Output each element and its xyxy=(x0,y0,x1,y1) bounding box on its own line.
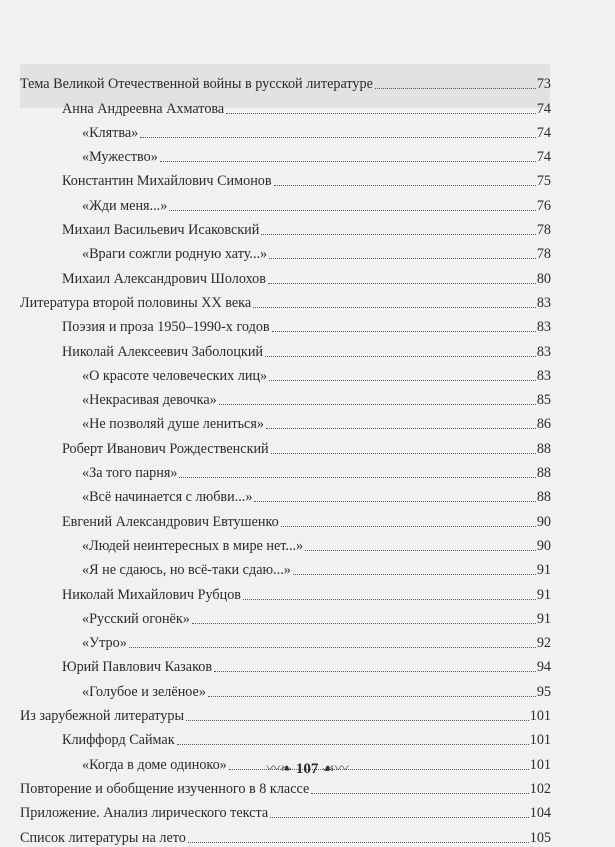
ornament-left-icon: 〰❧ xyxy=(266,762,293,777)
toc-entry xyxy=(20,69,551,93)
toc-page: 85 xyxy=(536,392,551,409)
toc-entry xyxy=(20,361,551,385)
toc-title: Роберт Иванович Рождественский xyxy=(62,440,269,457)
ornament-right-icon: ☙〰 xyxy=(322,762,349,777)
toc-page: 83 xyxy=(536,343,551,360)
toc-entry xyxy=(20,458,551,482)
toc-entry xyxy=(20,190,551,214)
toc-entry xyxy=(20,628,551,652)
toc-title: «Некрасивая девочка» xyxy=(82,392,217,409)
toc-page: 74 xyxy=(536,124,551,141)
dot-leader xyxy=(274,185,536,186)
dot-leader xyxy=(261,234,535,235)
toc-page: 78 xyxy=(536,246,551,263)
toc-title: «Голубое и зелёное» xyxy=(82,683,206,700)
table-of-contents xyxy=(20,69,551,847)
dot-leader xyxy=(254,501,535,502)
toc-page: 88 xyxy=(536,440,551,457)
toc-entry xyxy=(20,93,551,117)
toc-page: 74 xyxy=(536,149,551,166)
dot-leader xyxy=(192,623,536,624)
toc-page: 74 xyxy=(536,100,551,117)
toc-entry xyxy=(20,239,551,263)
dot-leader xyxy=(243,599,536,600)
toc-page: 73 xyxy=(536,76,551,93)
toc-page: 88 xyxy=(536,489,551,506)
dot-leader xyxy=(226,113,536,114)
toc-entry xyxy=(20,579,551,603)
toc-page: 95 xyxy=(536,683,551,700)
dot-leader xyxy=(269,380,536,381)
toc-entry xyxy=(20,142,551,166)
dot-leader xyxy=(214,671,536,672)
toc-entry xyxy=(20,604,551,628)
page-number: 107 xyxy=(295,761,319,777)
toc-entry xyxy=(20,385,551,409)
toc-title: Клиффорд Саймак xyxy=(62,732,175,749)
toc-entry xyxy=(20,166,551,190)
toc-page: 91 xyxy=(536,610,551,627)
toc-entry xyxy=(20,263,551,287)
dot-leader xyxy=(129,647,536,648)
toc-page: 104 xyxy=(529,805,551,822)
toc-entry xyxy=(20,531,551,555)
toc-title: Николай Алексеевич Заболоцкий xyxy=(62,343,264,360)
toc-title: Евгений Александрович Евтушенко xyxy=(62,513,279,530)
toc-page: 75 xyxy=(536,173,551,190)
dot-leader xyxy=(186,720,529,721)
toc-page: 91 xyxy=(536,562,551,579)
dot-leader xyxy=(269,258,536,259)
toc-title: Юрий Павлович Казаков xyxy=(62,659,213,676)
toc-page: 90 xyxy=(536,537,551,554)
toc-entry xyxy=(20,652,551,676)
toc-title: «Клятва» xyxy=(82,124,139,141)
toc-title: Михаил Васильевич Исаковский xyxy=(62,222,260,239)
toc-page: 101 xyxy=(529,708,551,725)
dot-leader xyxy=(253,307,536,308)
toc-page: 88 xyxy=(536,465,551,482)
dot-leader xyxy=(177,744,529,745)
dot-leader xyxy=(281,526,536,527)
toc-page: 101 xyxy=(529,756,551,773)
toc-entry xyxy=(20,555,551,579)
dot-leader xyxy=(293,574,536,575)
toc-page: 86 xyxy=(536,416,551,433)
toc-page: 105 xyxy=(529,829,551,846)
toc-entry xyxy=(20,701,551,725)
toc-title: «Не позволяй душе лениться» xyxy=(82,416,264,433)
dot-leader xyxy=(265,356,536,357)
toc-title: «Когда в доме одиноко» xyxy=(82,756,227,773)
toc-title: «За того парня» xyxy=(82,465,178,482)
toc-title: «Людей неинтересных в мире нет...» xyxy=(82,537,304,554)
dot-leader xyxy=(179,477,535,478)
toc-title: Повторение и обобщение изученного в 8 классе xyxy=(20,780,310,797)
dot-leader xyxy=(266,428,536,429)
dot-leader xyxy=(271,453,536,454)
toc-entry xyxy=(20,215,551,239)
toc-page: 83 xyxy=(536,319,551,336)
dot-leader xyxy=(375,88,536,89)
toc-page: 92 xyxy=(536,635,551,652)
toc-page: 90 xyxy=(536,513,551,530)
toc-title: Константин Михайлович Симонов xyxy=(62,173,272,190)
toc-title: «О красоте человеческих лиц» xyxy=(82,367,268,384)
toc-title: Михаил Александрович Шолохов xyxy=(62,270,266,287)
toc-title: «Всё начинается с любви...» xyxy=(82,489,253,506)
toc-title: «Русский огонёк» xyxy=(82,610,190,627)
toc-entry xyxy=(20,288,551,312)
toc-entry xyxy=(20,312,551,336)
toc-page: 102 xyxy=(529,780,551,797)
toc-title: «Мужество» xyxy=(82,149,158,166)
toc-page: 83 xyxy=(536,294,551,311)
toc-title: Список литературы на лето xyxy=(20,829,186,846)
toc-title: «Утро» xyxy=(82,635,127,652)
toc-page: 91 xyxy=(536,586,551,603)
dot-leader xyxy=(311,793,528,794)
toc-entry xyxy=(20,798,551,822)
toc-entry xyxy=(20,118,551,142)
toc-entry xyxy=(20,725,551,749)
toc-entry xyxy=(20,822,551,846)
toc-page: 83 xyxy=(536,367,551,384)
toc-title: Поэзия и проза 1950–1990-х годов xyxy=(62,319,270,336)
toc-title: «Враги сожгли родную хату...» xyxy=(82,246,268,263)
toc-page: 78 xyxy=(536,222,551,239)
toc-page: 80 xyxy=(536,270,551,287)
dot-leader xyxy=(208,696,536,697)
toc-title: «Я не сдаюсь, но всё-таки сдаю...» xyxy=(82,562,291,579)
toc-page: 94 xyxy=(536,659,551,676)
toc-entry xyxy=(20,482,551,506)
dot-leader xyxy=(169,210,536,211)
toc-title: Из зарубежной литературы xyxy=(20,708,184,725)
toc-title: «Жди меня...» xyxy=(82,197,168,214)
dot-leader xyxy=(268,283,536,284)
toc-title: Анна Андреевна Ахматова xyxy=(62,100,225,117)
dot-leader xyxy=(140,137,536,138)
toc-entry xyxy=(20,506,551,530)
toc-entry xyxy=(20,409,551,433)
toc-entry xyxy=(20,676,551,700)
dot-leader xyxy=(272,331,536,332)
toc-title: Николай Михайлович Рубцов xyxy=(62,586,241,603)
dot-leader xyxy=(219,404,536,405)
toc-entry xyxy=(20,336,551,360)
toc-entry xyxy=(20,433,551,457)
dot-leader xyxy=(160,161,536,162)
dot-leader xyxy=(270,817,529,818)
page-footer xyxy=(0,758,615,778)
toc-title: Тема Великой Отечественной войны в русской литературе xyxy=(20,76,373,93)
dot-leader xyxy=(305,550,536,551)
toc-page: 101 xyxy=(529,732,551,749)
dot-leader xyxy=(188,842,529,843)
toc-page: 76 xyxy=(536,197,551,214)
toc-title: Литература второй половины XX века xyxy=(20,294,252,311)
toc-title: Приложение. Анализ лирического текста xyxy=(20,805,269,822)
